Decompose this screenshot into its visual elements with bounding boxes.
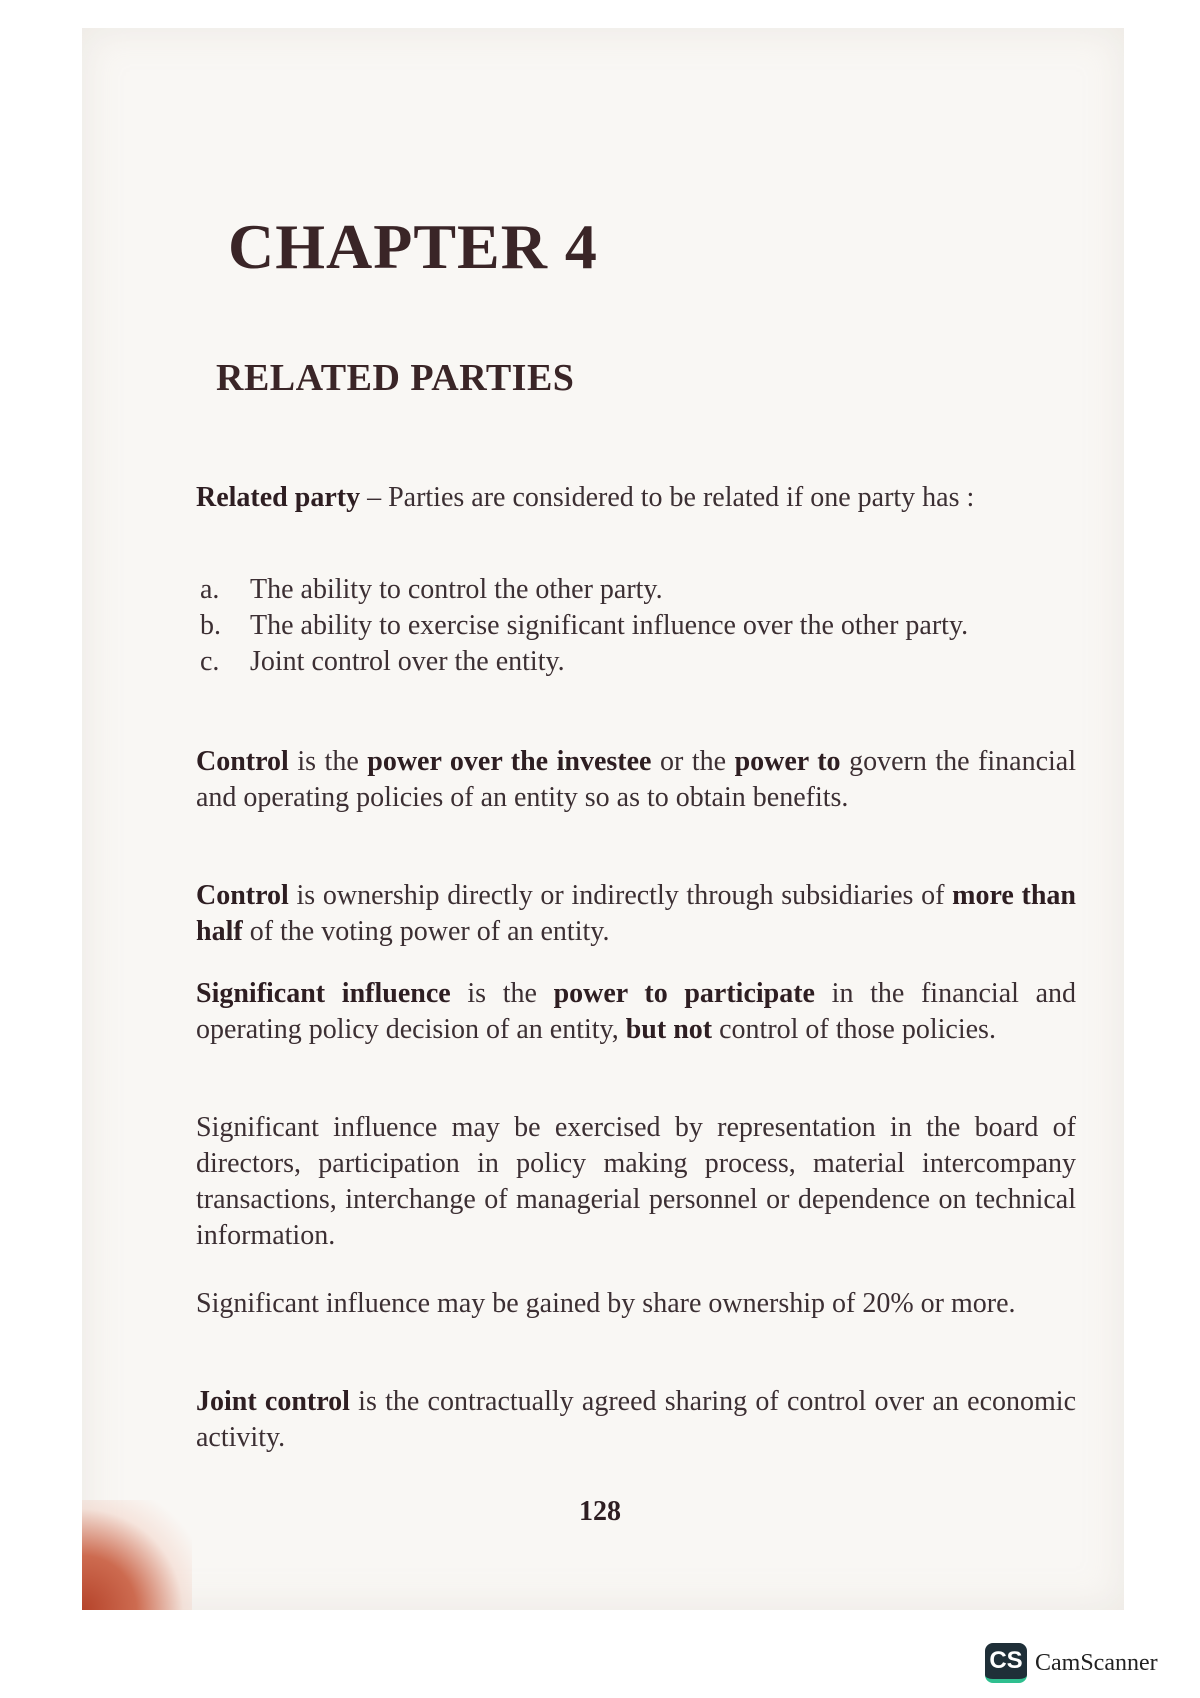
control-text: is ownership directly or indirectly through subsidiaries of xyxy=(288,880,953,911)
list-item xyxy=(200,608,1070,644)
list-marker: c. xyxy=(200,646,220,677)
list-item xyxy=(200,572,1070,608)
significant-influence-term: Significant influence xyxy=(196,978,451,1009)
significant-influence-exercise: Significant influence may be exercised by representation in the board of directors, participation in policy making process, material intercompany transactions, interchange of managerial personnel or dependence on technical information. xyxy=(196,1112,1076,1251)
control-bold-phrase: more than half xyxy=(196,880,1076,947)
related-party-definition xyxy=(196,480,1076,516)
list-item-text: The ability to control the other party. xyxy=(250,574,663,605)
significant-influence-definition xyxy=(196,976,1076,1048)
significant-influence-bold-phrase: but not xyxy=(625,1014,713,1045)
camscanner-watermark xyxy=(985,1643,1158,1683)
significant-influence-text: control of those policies. xyxy=(712,1014,996,1045)
control-text: govern the financial and operating policies of an entity so as to obtain benefits. xyxy=(196,746,1076,813)
list-item-text: The ability to exercise significant influence over the other party. xyxy=(250,610,969,641)
control-definition-ownership xyxy=(196,878,1076,950)
joint-control-text: is the contractually agreed sharing of control over an economic activity. xyxy=(196,1386,1076,1453)
related-party-text: – Parties are considered to be related if one party has : xyxy=(360,482,975,513)
control-term: Control xyxy=(196,880,289,911)
control-definition-power xyxy=(196,744,1076,816)
joint-control-term: Joint control xyxy=(196,1386,350,1417)
related-party-term: Related party xyxy=(196,482,361,513)
list-marker: b. xyxy=(200,610,221,641)
chapter-title: CHAPTER 4 xyxy=(228,211,598,282)
list-item-text: Joint control over the entity. xyxy=(250,646,565,677)
camscanner-name: CamScanner xyxy=(1035,1649,1158,1676)
control-text: is the xyxy=(288,746,368,777)
related-criteria-list xyxy=(200,572,1070,680)
significant-influence-text: is the xyxy=(450,978,554,1009)
joint-control-definition xyxy=(196,1384,1076,1456)
control-term: Control xyxy=(196,746,289,777)
control-text: of the voting power of an entity. xyxy=(242,916,610,947)
significant-influence-bold-phrase: power to participate xyxy=(553,978,815,1009)
significant-influence-text: in the financial and operating policy decision of an entity, xyxy=(196,978,1077,1045)
control-text: or the xyxy=(651,746,735,777)
list-marker: a. xyxy=(200,574,220,605)
camscanner-logo: CS xyxy=(985,1643,1027,1683)
control-bold-phrase: power over the investee xyxy=(367,746,652,777)
significant-influence-ownership: Significant influence may be gained by share ownership of 20% or more. xyxy=(196,1288,1016,1319)
control-bold-phrase: power to xyxy=(734,746,841,777)
list-item xyxy=(200,644,1070,680)
page-number: 128 xyxy=(579,1496,621,1527)
section-title: RELATED PARTIES xyxy=(216,357,575,399)
